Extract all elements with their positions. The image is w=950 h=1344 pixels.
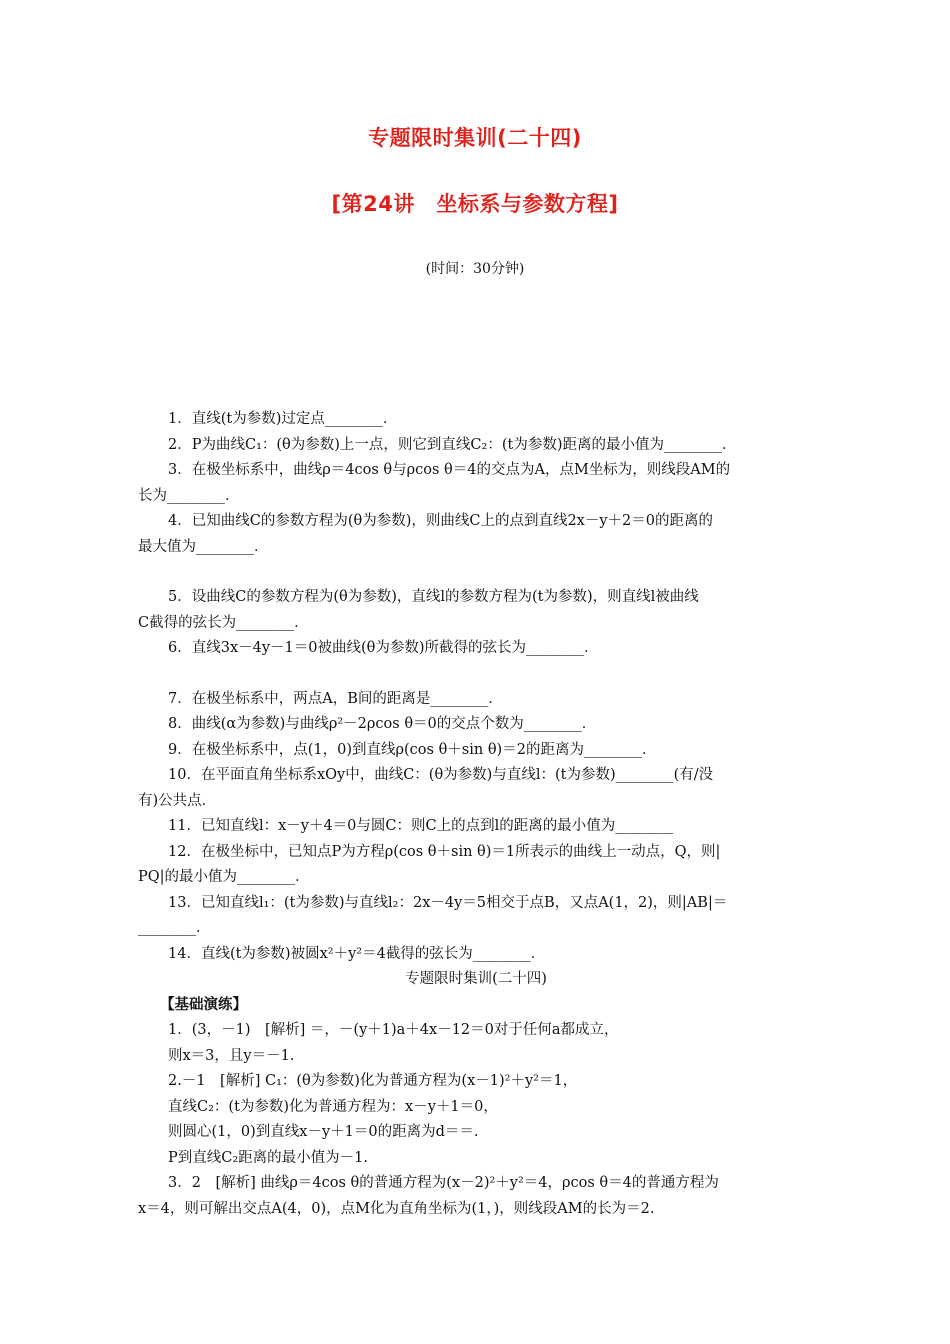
question-4-cont: 最大值为________． (138, 538, 269, 555)
question-14: 14．直线(t为参数)被圆x²＋y²＝4截得的弦长为________． (168, 945, 546, 962)
question-4: 4．已知曲线C的参数方程为(θ为参数)，则曲线C上的点到直线2x－y＋2＝0的距离的 (168, 513, 714, 529)
answers-section: 【基础演练】 (160, 996, 247, 1013)
question-12-cont: PQ|的最小值为________． (138, 869, 310, 885)
question-8: 8．曲线(α为参数)与曲线ρ²－2ρcos θ＝0的交点个数为________． (168, 716, 597, 732)
question-3: 3．在极坐标系中，曲线ρ＝4cos θ与ρcos θ＝4的交点为A，点M坐标为，则线段AM的 (168, 462, 731, 478)
question-13-cont: ________． (138, 920, 211, 936)
question-7: 7．在极坐标系中，两点A，B间的距离是________． (168, 690, 503, 707)
question-5: 5．设曲线C的参数方程为(θ为参数)，直线l的参数方程为(t为参数)，则直线l被曲线 (168, 589, 699, 605)
lecture-subtitle: [第24讲 坐标系与参数方程] (331, 192, 619, 216)
question-12: 12．在极坐标中，已知点P为方程ρ(cos θ＋sin θ)＝1所表示的曲线上一动点，Q，则| (168, 843, 721, 860)
answer-line: 1．(3，－1) [解析] ＝，－(y＋1)a＋4x－12＝0对于任何a都成立， (168, 1022, 619, 1038)
answer-line: 3．2 [解析] 曲线ρ＝4cos θ的普通方程为(x－2)²＋y²＝4，ρcos θ＝4的普通方程为 (168, 1175, 719, 1191)
question-10: 10．在平面直角坐标系xOy中，曲线C：(θ为参数)与直线l：(t为参数)________(有/没 (168, 767, 714, 783)
question-11: 11．已知直线l：x－y＋4＝0与圆C：则C上的点到l的距离的最小值为________ (168, 818, 674, 834)
answer-line: 则x＝3，且y＝－1. (168, 1047, 295, 1064)
question-10-cont: 有)公共点． (138, 792, 217, 809)
question-9: 9．在极坐标系中，点(1，0)到直线ρ(cos θ＋sin θ)＝2的距离为________． (168, 741, 657, 758)
question-13: 13．已知直线l₁：(t为参数)与直线l₂：2x－4y＝5相交于点B，又点A(1，2)，则|AB|＝ (168, 894, 728, 911)
answer-line: x＝4，则可解出交点A(4，0)，点M化为直角坐标为(1，)，则线段AM的长为＝2. (138, 1200, 655, 1217)
answer-line: 直线C₂：(t为参数)化为普通方程为：x－y＋1＝0， (168, 1098, 498, 1115)
question-3-cont: 长为________． (138, 487, 240, 504)
answers-heading: 专题限时集训(二十四) (405, 971, 547, 987)
answer-line: 则圆心(1，0)到直线x－y＋1＝0的距离为d＝＝. (168, 1124, 479, 1140)
question-6: 6．直线3x－4y－1＝0被曲线(θ为参数)所截得的弦长为________． (168, 640, 599, 656)
page-title: 专题限时集训(二十四) (368, 126, 582, 150)
question-5-cont: C截得的弦长为________． (138, 614, 309, 631)
question-list (138, 407, 814, 1222)
answer-line: 2.－1 [解析] C₁：(θ为参数)化为普通方程为(x－1)²＋y²＝1， (168, 1073, 578, 1089)
question-2: 2．P为曲线C₁：(θ为参数)上一点，则它到直线C₂：(t为参数)距离的最小值为________． (168, 436, 737, 453)
answer-line: P到直线C₂距离的最小值为－1. (168, 1149, 368, 1166)
time-limit: (时间：30分钟) (425, 261, 525, 277)
question-1: 1．直线(t为参数)过定点________． (168, 411, 398, 427)
